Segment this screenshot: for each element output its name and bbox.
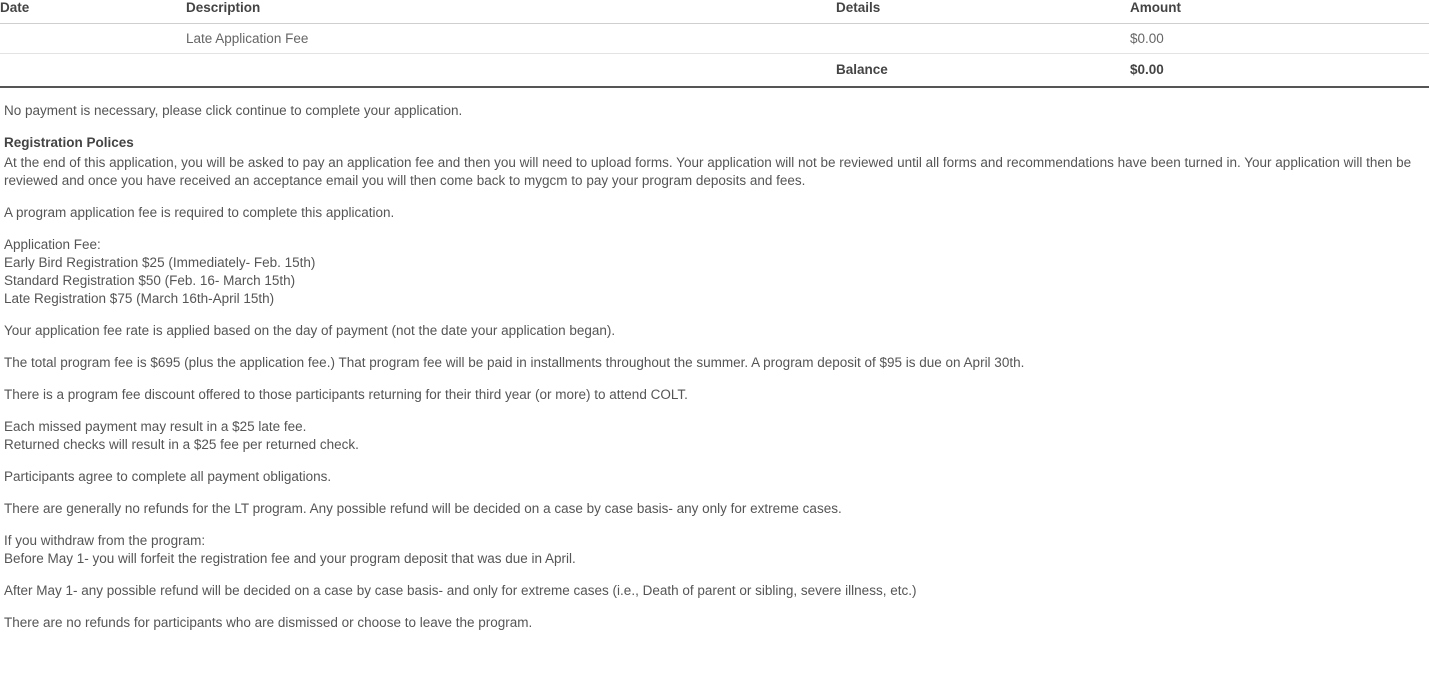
policy-intro: At the end of this application, you will be asked to pay an application fee and then you will need to upload forms. Your application will not be reviewed until all forms and recommendations have been turned in. Your application will then be reviewed and once you have received an acceptance email you will then come back to mygcm to pay your program deposits and fees. (4, 155, 1412, 188)
column-header-date: Date (0, 0, 186, 24)
fee-table-body (0, 24, 1429, 88)
policy-withdraw-label: If you withdraw from the program: (4, 533, 206, 548)
policy-application-fee-required: A program application fee is required to complete this application. (4, 205, 395, 220)
policy-total-program-fee: The total program fee is $695 (plus the application fee.) That program fee will be paid in installments throughout the summer. A program deposit of $95 is due on April 30th. (4, 355, 1025, 370)
policy-withdraw-before-may: Before May 1- you will forfeit the registration fee and your program deposit that was due in April. (4, 551, 576, 566)
fee-table (0, 0, 1429, 88)
policy-discount-note: There is a program fee discount offered to those participants returning for their third year (or more) to attend COLT. (4, 387, 688, 402)
cell-balance-date (0, 54, 186, 88)
policy-body (0, 102, 1429, 632)
table-row (0, 24, 1429, 54)
column-header-details: Details (836, 0, 1130, 24)
policy-fee-rate-note: Your application fee rate is applied based on the day of payment (not the date your application began). (4, 323, 616, 338)
column-header-amount: Amount (1130, 0, 1429, 24)
balance-label: Balance (836, 54, 1130, 88)
table-row-balance (0, 54, 1429, 88)
cell-date (0, 24, 186, 54)
cell-balance-description (186, 54, 836, 88)
policy-withdraw-after-may: After May 1- any possible refund will be decided on a case by case basis- and only for extreme cases (i.e., Death of parent or sibling, severe illness, etc.) (4, 583, 917, 598)
cell-description: Late Application Fee (186, 24, 836, 54)
policy-returned-check-fee: Returned checks will result in a $25 fee per returned check. (4, 437, 359, 452)
policy-fee-standard: Standard Registration $50 (Feb. 16- March 15th) (4, 273, 296, 288)
policy-dismissed-note: There are no refunds for participants who are dismissed or choose to leave the program. (4, 615, 533, 630)
payment-notice: No payment is necessary, please click continue to complete your application. (4, 103, 463, 118)
cell-amount: $0.00 (1130, 24, 1429, 54)
cell-details (836, 24, 1130, 54)
policy-fee-late: Late Registration $75 (March 16th-April 15th) (4, 291, 275, 306)
column-header-description: Description (186, 0, 836, 24)
fee-table-header (0, 0, 1429, 24)
policy-late-fee: Each missed payment may result in a $25 late fee. (4, 419, 307, 434)
policy-fee-schedule-label: Application Fee: (4, 237, 101, 252)
table-header-row (0, 0, 1429, 24)
policy-refunds-general: There are generally no refunds for the LT program. Any possible refund will be decided on a case by case basis- any only for extreme cases. (4, 501, 842, 516)
balance-amount: $0.00 (1130, 54, 1429, 88)
policy-payment-obligations: Participants agree to complete all payment obligations. (4, 469, 332, 484)
registration-policies-heading: Registration Polices (4, 135, 134, 150)
policy-fee-early-bird: Early Bird Registration $25 (Immediately- Feb. 15th) (4, 255, 316, 270)
